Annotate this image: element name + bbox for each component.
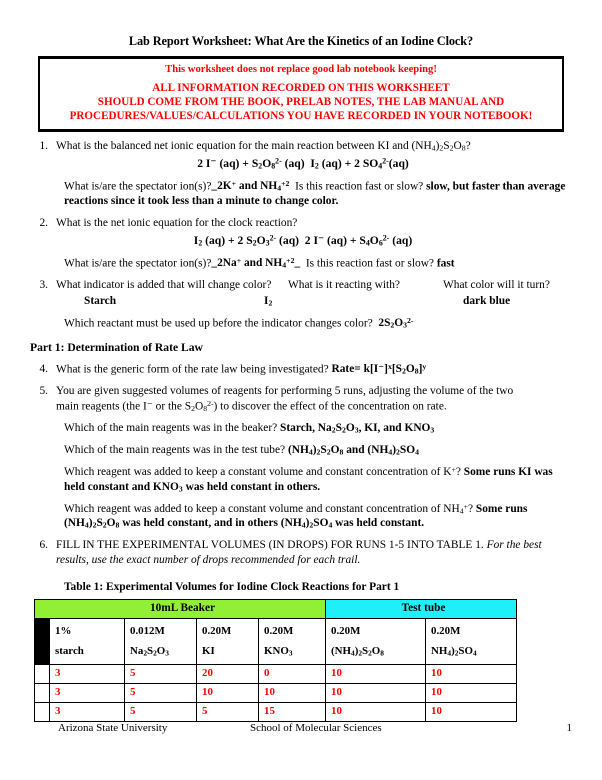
question-2-spectator-row xyxy=(64,256,576,271)
column-header-ki-conc: 0.20M xyxy=(202,624,232,637)
warning-line-4: PROCEDURES/VALUES/CALCULATIONS YOU HAVE RECORDED IN YOUR NOTEBOOK! xyxy=(69,109,533,122)
question-2-rate-answer: fast xyxy=(436,257,455,270)
table-cell-r1-c4[interactable]: 0 xyxy=(259,665,326,684)
question-5-prompt-line-2: main reagents (the I⁻ or the $S_2O_8^{2-}$) to discover the effect of the concentration on rate. xyxy=(56,398,447,413)
column-header-ammonium-sulfate xyxy=(426,618,517,664)
question-2-spectator-prompt: What is/are the spectator ion(s)? xyxy=(64,257,212,270)
question-3-followup xyxy=(64,316,576,331)
question-5-beaker-prompt: Which of the main reagents was in the beaker? xyxy=(64,421,278,434)
table-row-label xyxy=(35,703,50,722)
question-2-spectator-answer: _2Na+ and $NH_4^{+2}\_$ xyxy=(211,255,301,270)
question-3-answer-reactant: $I_2$ xyxy=(264,294,273,308)
table-cell-r1-c1[interactable]: 3 xyxy=(50,665,125,684)
question-3 xyxy=(30,278,576,293)
column-header-kno3 xyxy=(259,618,326,664)
column-header-ammonium-sulfate-conc: 0.20M xyxy=(431,624,461,637)
column-header-persulfate-formula: $(NH_4)_2S_2O_8$ xyxy=(331,645,384,659)
table-data-body xyxy=(35,665,517,722)
question-5-ammonium-row xyxy=(64,501,576,531)
question-1-spectator-row xyxy=(64,179,576,209)
footer-institution: Arizona State University xyxy=(58,722,168,734)
warning-box xyxy=(38,56,564,132)
question-2 xyxy=(30,216,576,231)
table-cell-r2-c2[interactable]: 5 xyxy=(125,684,197,703)
table-cell-r3-c4[interactable]: 15 xyxy=(259,703,326,722)
table-row-label xyxy=(35,684,50,703)
table-cell-r2-c1[interactable]: 3 xyxy=(50,684,125,703)
worksheet-content xyxy=(0,139,602,594)
table-caption: Table 1: Experimental Volumes for Iodine Clock Reactions for Part 1 xyxy=(64,580,400,593)
column-header-persulfate-conc: 0.20M xyxy=(331,624,361,637)
question-6-prompt-italic: For the best results, use the exact number of drops recommended for each trail. xyxy=(56,539,542,567)
question-5-testtube-prompt: Which of the main reagents was in the test tube? xyxy=(64,443,286,456)
question-6-number: 6. xyxy=(39,539,48,552)
question-2-equation: $I_2$ (aq) + 2 $S_2O_3^{2-}$ (aq) 2 I⁻ $(aq) + S_4O_6^{2-}$ (aq) xyxy=(193,233,413,248)
column-header-starch-formula: starch xyxy=(55,645,84,658)
table-cell-r3-c2[interactable]: 5 xyxy=(125,703,197,722)
table-cell-r1-c5[interactable]: 10 xyxy=(326,665,426,684)
table-row xyxy=(35,703,517,722)
question-5-ammonium-answer: Some runs $(NH_4)_2S_2O_8$ was held constant, and in others $(NH_4)_2SO_4$ was held constant. xyxy=(64,502,528,531)
group-header-test-tube: Test tube xyxy=(326,599,517,618)
column-header-thiosulfate-conc: 0.012M xyxy=(130,624,165,637)
table-cell-r1-c6[interactable]: 10 xyxy=(426,665,517,684)
page-title: Lab Report Worksheet: What Are the Kinetics of an Iodine Clock? xyxy=(128,34,474,48)
table-row xyxy=(35,684,517,703)
question-5-prompt-line-1: You are given suggested volumes of reagents for performing 5 runs, adjusting the volume of the two xyxy=(56,384,514,397)
question-1-rate-answer: slow, but faster than average reactions since it took less than a minute to change color. xyxy=(64,180,566,208)
table-cell-r2-c5[interactable]: 10 xyxy=(326,684,426,703)
column-header-ki xyxy=(197,618,259,664)
column-header-starch-conc: 1% xyxy=(55,624,72,637)
question-5-number: 5. xyxy=(39,384,48,397)
question-1-equation: 2 I⁻ $(aq) + S_2O_8^{2-}$ (aq) $I_2$ (aq) + 2 $SO_4^{2-}(aq)$ xyxy=(197,156,409,171)
table-cell-r3-c5[interactable]: 10 xyxy=(326,703,426,722)
question-5-potassium-row xyxy=(64,464,576,494)
question-3-answers xyxy=(56,294,576,309)
column-header-persulfate xyxy=(326,618,426,664)
table-cell-r2-c6[interactable]: 10 xyxy=(426,684,517,703)
experimental-volumes-table xyxy=(34,599,517,722)
question-2-rate-prompt: Is this reaction fast or slow? xyxy=(305,257,434,270)
question-5-testtube-row xyxy=(64,443,576,458)
question-3-followup-answer: $2S_2O_3^{2-}$ xyxy=(378,315,414,330)
table-cell-r1-c3[interactable]: 20 xyxy=(197,665,259,684)
question-3-prompt-color: What color will it turn? xyxy=(443,279,550,292)
question-2-number: 2. xyxy=(39,217,48,230)
table-row xyxy=(35,665,517,684)
question-5-testtube-answer: $(NH_4)_2S_2O_8$ and $(NH_4)_2SO_4$ xyxy=(287,443,419,457)
question-5-potassium-prompt: Which reagent was added to keep a constant volume and constant concentration of K+? xyxy=(64,464,461,478)
question-3-number: 3. xyxy=(39,279,48,292)
part-1-heading: Part 1: Determination of Rate Law xyxy=(30,340,203,354)
question-5 xyxy=(30,384,576,414)
column-header-ki-formula: KI xyxy=(202,645,215,658)
question-3-answer-indicator: Starch xyxy=(84,294,117,307)
question-6 xyxy=(30,538,576,568)
question-3-prompt-indicator: What indicator is added that will change color? xyxy=(56,279,272,292)
question-4 xyxy=(30,362,576,377)
question-5-beaker-answer: Starch, $Na_2S_2O_3$, KI, and $KNO_3$ xyxy=(280,421,435,435)
question-5-potassium-answer: Some runs KI was held constant and $KNO_3$ was held constant in others. xyxy=(64,465,553,494)
table-cell-r2-c4[interactable]: 10 xyxy=(259,684,326,703)
column-header-ammonium-sulfate-formula: $NH_4)_2SO_4$ xyxy=(431,645,477,659)
column-header-kno3-formula: $KNO_3$ xyxy=(264,645,293,659)
column-header-kno3-conc: 0.20M xyxy=(264,624,294,637)
question-1-rate-prompt: Is this reaction fast or slow? xyxy=(295,180,424,193)
question-1 xyxy=(30,139,576,154)
warning-line-3: SHOULD COME FROM THE BOOK, PRELAB NOTES, THE LAB MANUAL AND xyxy=(97,95,505,108)
column-header-thiosulfate xyxy=(125,618,197,664)
question-1-spectator-prompt: What is/are the spectator ion(s)? xyxy=(64,180,212,193)
question-2-prompt: What is the net ionic equation for the clock reaction? xyxy=(56,217,298,230)
question-1-number: 1. xyxy=(39,140,48,153)
question-5-beaker-row xyxy=(64,421,576,436)
column-header-starch xyxy=(50,618,125,664)
question-4-answer: Rate= $k[I^-]^x[S_2O_8]^y$ xyxy=(331,361,427,376)
column-header-thiosulfate-formula: $Na_2S_2O_3$ xyxy=(130,645,169,659)
footer-school: School of Molecular Sciences xyxy=(250,722,382,734)
table-corner-black-cell xyxy=(35,618,50,664)
question-4-prompt: What is the generic form of the rate law being investigated? xyxy=(56,363,329,376)
footer-page-number: 1 xyxy=(566,722,572,734)
group-header-beaker: 10mL Beaker xyxy=(35,599,326,618)
warning-line-2: ALL INFORMATION RECORDED ON THIS WORKSHEET xyxy=(152,82,450,95)
table-cell-r3-c3[interactable]: 5 xyxy=(197,703,259,722)
table-column-header-row xyxy=(35,618,517,664)
question-3-followup-prompt: Which reactant must be used up before the indicator changes color? xyxy=(64,316,373,329)
page-footer xyxy=(0,722,602,734)
question-1-prompt: What is the balanced net ionic equation for the main reaction between KI and $(NH_4)_2S_2O_8$? xyxy=(56,140,471,154)
question-1-spectator-answer: _2K+ and $NH_4^{+2}$ xyxy=(211,179,290,194)
table-group-header-row xyxy=(35,599,517,618)
question-3-prompt-reactant: What is it reacting with? xyxy=(288,279,400,292)
table-cell-r1-c2[interactable]: 5 xyxy=(125,665,197,684)
warning-line-1: This worksheet does not replace good lab notebook keeping! xyxy=(165,64,437,75)
question-4-number: 4. xyxy=(39,362,48,375)
table-cell-r3-c1[interactable]: 3 xyxy=(50,703,125,722)
question-5-ammonium-prompt: Which reagent was added to keep a constant volume and constant concentration of $NH_4^+$? xyxy=(64,501,473,516)
question-3-answer-color: dark blue xyxy=(463,294,511,307)
table-cell-r2-c3[interactable]: 10 xyxy=(197,684,259,703)
table-cell-r3-c6[interactable]: 10 xyxy=(426,703,517,722)
table-row-label xyxy=(35,665,50,684)
question-6-prompt: FILL IN THE EXPERIMENTAL VOLUMES (IN DROPS) FOR RUNS 1-5 INTO TABLE 1. xyxy=(56,539,484,552)
